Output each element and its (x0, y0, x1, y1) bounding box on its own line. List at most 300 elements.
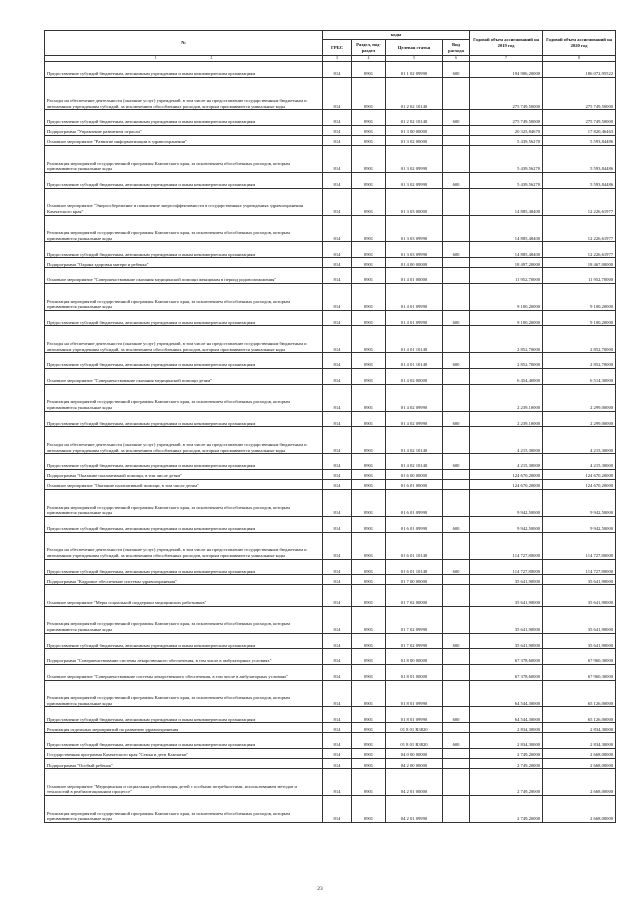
row-amount-2019: 20 325,84670 (470, 125, 543, 135)
row-amount-2020: 6 514,30000 (543, 369, 616, 385)
header-target-article: Целевая статья (386, 40, 443, 56)
row-razdel: 0901 (352, 479, 386, 489)
row-target-article: 01 3 00 00000 (386, 125, 443, 135)
row-razdel: 0901 (352, 242, 386, 258)
row-target-article: 01 6 01 09990 (386, 516, 443, 532)
row-grbs: 814 (323, 188, 352, 215)
row-description: Предоставление субсидий бюджетным, автономным учреждениям и иным некоммерческим организациям (45, 242, 323, 258)
row-grbs: 814 (323, 769, 352, 796)
row-target-article: 01 4 00 00000 (386, 258, 443, 268)
table-row (45, 411, 616, 427)
row-description: Предоставление субсидий бюджетным, автономным учреждениям и иным некоммерческим организациям (45, 707, 323, 723)
row-amount-2019: 67 378,60000 (470, 649, 543, 665)
row-grbs: 814 (323, 606, 352, 633)
row-amount-2020: 35 641,90000 (543, 585, 616, 606)
table-row (45, 748, 616, 758)
row-grbs: 814 (323, 733, 352, 749)
row-grbs: 814 (323, 125, 352, 135)
row-expense-type (443, 479, 470, 489)
row-expense-type (443, 77, 470, 110)
row-expense-type: 600 (443, 172, 470, 188)
row-expense-type (443, 268, 470, 284)
table-row (45, 146, 616, 173)
row-grbs: 814 (323, 633, 352, 649)
row-grbs: 814 (323, 135, 352, 145)
row-amount-2019: 11 952,70000 (470, 268, 543, 284)
row-description: Предоставление субсидий бюджетным, автономным учреждениям и иным некоммерческим организациям (45, 559, 323, 575)
row-razdel: 0901 (352, 110, 386, 126)
row-target-article: 01 7 00 00000 (386, 575, 443, 585)
row-amount-2019: 2 239,10000 (470, 384, 543, 411)
row-amount-2020: 114 727,80000 (543, 559, 616, 575)
row-amount-2020: 18 467,00000 (543, 258, 616, 268)
row-target-article: 01 6 01 10140 (386, 532, 443, 559)
row-description: Реализация отдельных мероприятий по развитию здравоохранения (45, 723, 323, 733)
row-expense-type (443, 664, 470, 680)
header-number: № (45, 31, 323, 56)
row-description: Предоставление субсидий бюджетным, автономным учреждениям и иным некоммерческим организациям (45, 733, 323, 749)
table-row (45, 707, 616, 723)
table-row (45, 559, 616, 575)
row-amount-2019: 4 215,30000 (470, 454, 543, 470)
row-razdel: 0901 (352, 707, 386, 723)
row-amount-2020: 35 641,90000 (543, 606, 616, 633)
row-amount-2020: 275 749,50000 (543, 110, 616, 126)
table-row (45, 135, 616, 145)
row-amount-2019: 6 454,40000 (470, 369, 543, 385)
row-grbs: 814 (323, 242, 352, 258)
row-target-article: 01 8 01 R3820 (386, 723, 443, 733)
row-description: Предоставление субсидий бюджетным, автономным учреждениям и иным некоммерческим организациям (45, 516, 323, 532)
row-description: Основное мероприятие "Совершенствование оказания медицинской помощи детям" (45, 369, 323, 385)
row-amount-2019: 35 641,90000 (470, 633, 543, 649)
row-amount-2019: 124 670,20000 (470, 479, 543, 489)
row-amount-2020: 4 215,30000 (543, 454, 616, 470)
row-grbs: 814 (323, 454, 352, 470)
row-amount-2019: 14 885,48400 (470, 188, 543, 215)
row-amount-2019: 9 100,20000 (470, 310, 543, 326)
table-row (45, 125, 616, 135)
header-year-2019: Годовой объем ассигнований на 2019 год (470, 31, 543, 56)
row-grbs: 814 (323, 215, 352, 242)
table-row (45, 283, 616, 310)
row-razdel: 0901 (352, 411, 386, 427)
row-amount-2020: 35 641,90000 (543, 633, 616, 649)
table-row (45, 796, 616, 823)
row-description: Основное мероприятие "Совершенствование системы лекарственного обеспечения, в том числе в амбулаторных условиях" (45, 664, 323, 680)
row-target-article: 01 8 01 00000 (386, 664, 443, 680)
row-expense-type: 600 (443, 310, 470, 326)
row-amount-2020: 2 668,00000 (543, 748, 616, 758)
row-grbs: 814 (323, 516, 352, 532)
table-row (45, 77, 616, 110)
row-expense-type (443, 146, 470, 173)
row-amount-2019: 2 834,30000 (470, 723, 543, 733)
table-row (45, 110, 616, 126)
row-description: Основное мероприятие "Совершенствование оказания медицинской помощи женщинам в период родовспоможения" (45, 268, 323, 284)
row-expense-type: 600 (443, 353, 470, 369)
row-target-article: 04 2 00 00000 (386, 759, 443, 769)
table-row (45, 258, 616, 268)
row-razdel: 0901 (352, 633, 386, 649)
row-description: Основное мероприятие "Развитие информатизации в здравоохранении" (45, 135, 323, 145)
row-target-article: 04 2 01 00000 (386, 769, 443, 796)
row-razdel: 0901 (352, 585, 386, 606)
row-razdel: 0901 (352, 172, 386, 188)
table-row (45, 384, 616, 411)
table-row (45, 516, 616, 532)
row-razdel: 0901 (352, 664, 386, 680)
row-amount-2020: 65 126,00000 (543, 680, 616, 707)
row-amount-2019: 18 497,20000 (470, 258, 543, 268)
row-amount-2020: 12 226,61977 (543, 188, 616, 215)
row-expense-type (443, 469, 470, 479)
row-grbs: 814 (323, 110, 352, 126)
row-grbs: 814 (323, 469, 352, 479)
row-amount-2020: 65 126,00000 (543, 707, 616, 723)
row-description: Реализация мероприятий государственной программы Камчатского края, за исключением обособленных расходов, которым присваиваются уникальные коды (45, 215, 323, 242)
row-description: Предоставление субсидий бюджетным, автономным учреждениям и иным некоммерческим организациям (45, 310, 323, 326)
table-row (45, 723, 616, 733)
row-expense-type (443, 490, 470, 517)
row-razdel: 0901 (352, 454, 386, 470)
row-amount-2020: 2 834,30000 (543, 733, 616, 749)
row-expense-type (443, 723, 470, 733)
row-target-article: 01 4 02 09990 (386, 384, 443, 411)
row-razdel: 0901 (352, 326, 386, 353)
table-row (45, 490, 616, 517)
row-expense-type: 600 (443, 633, 470, 649)
row-amount-2020: 12 226,61977 (543, 215, 616, 242)
row-expense-type (443, 680, 470, 707)
row-expense-type: 600 (443, 559, 470, 575)
row-target-article: 01 4 02 00000 (386, 369, 443, 385)
row-description: Основное мероприятие "Энергосбережение и повышение энергоэффективности в государственных учреждениях здравоохранения Камчатского края" (45, 188, 323, 215)
row-target-article: 04 2 01 09990 (386, 796, 443, 823)
row-grbs: 814 (323, 146, 352, 173)
row-description: Подпрограмма "Оказание паллиативной помощи, в том числе детям" (45, 469, 323, 479)
row-target-article: 01 7 02 09990 (386, 633, 443, 649)
row-target-article: 01 8 01 R3820 (386, 733, 443, 749)
row-razdel: 0901 (352, 469, 386, 479)
row-amount-2020: 275 749,50000 (543, 77, 616, 110)
table-row (45, 215, 616, 242)
table-row (45, 172, 616, 188)
row-grbs: 814 (323, 575, 352, 585)
row-amount-2019: 9 942,50000 (470, 516, 543, 532)
row-razdel: 0901 (352, 769, 386, 796)
row-razdel: 0901 (352, 353, 386, 369)
row-description: Реализация мероприятий государственной программы Камчатского края, за исключением обособленных расходов, которым присваиваются уникальные коды (45, 606, 323, 633)
row-amount-2020: 114 727,80000 (543, 532, 616, 559)
row-expense-type (443, 649, 470, 665)
row-razdel: 0901 (352, 369, 386, 385)
row-razdel: 0901 (352, 268, 386, 284)
row-description: Расходы на обеспечение деятельности (оказание услуг) учреждений, в том числе на предоставление государственным бюджетным и автономным учреждениям субсидий, за исключением обособленных расходов, которым присваиваются уникальные коды (45, 326, 323, 353)
row-amount-2020: 186 072,95522 (543, 62, 616, 78)
row-razdel: 0901 (352, 125, 386, 135)
row-description: Реализация мероприятий государственной программы Камчатского края, за исключением обособленных расходов, которым присваиваются уникальные коды (45, 796, 323, 823)
row-target-article: 01 6 01 09990 (386, 490, 443, 517)
table-row (45, 310, 616, 326)
row-expense-type (443, 532, 470, 559)
row-amount-2020: 124 670,20000 (543, 469, 616, 479)
row-amount-2020: 35 641,90000 (543, 575, 616, 585)
row-expense-type (443, 369, 470, 385)
row-description: Расходы на обеспечение деятельности (оказание услуг) учреждений, в том числе на предоставление государственным бюджетным и автономным учреждениям субсидий, за исключением обособленных расходов, которым присваиваются уникальные коды (45, 532, 323, 559)
column-number: 4 (352, 56, 386, 62)
row-amount-2019: 67 378,60000 (470, 664, 543, 680)
row-expense-type (443, 585, 470, 606)
row-target-article: 04 0 00 00000 (386, 748, 443, 758)
row-razdel: 0901 (352, 146, 386, 173)
row-amount-2019: 35 641,90000 (470, 575, 543, 585)
row-expense-type: 600 (443, 707, 470, 723)
header-codes: коды (323, 31, 470, 40)
table-row (45, 633, 616, 649)
row-expense-type (443, 427, 470, 454)
row-amount-2019: 5 439,56270 (470, 172, 543, 188)
column-number: 7 (470, 56, 543, 62)
row-amount-2020: 67 960,30000 (543, 649, 616, 665)
row-expense-type: 600 (443, 110, 470, 126)
header-expense-type: Вид расхода (443, 40, 470, 56)
row-description: Предоставление субсидий бюджетным, автономным учреждениям и иным некоммерческим организациям (45, 62, 323, 78)
row-amount-2020: 9 100,20000 (543, 283, 616, 310)
row-amount-2020: 5 593,84486 (543, 172, 616, 188)
row-razdel: 0901 (352, 796, 386, 823)
table-row (45, 479, 616, 489)
row-razdel: 0901 (352, 748, 386, 758)
table-row (45, 649, 616, 665)
row-amount-2020: 9 100,20000 (543, 310, 616, 326)
row-expense-type: 600 (443, 454, 470, 470)
table-row (45, 759, 616, 769)
table-row (45, 268, 616, 284)
table-row (45, 242, 616, 258)
row-amount-2019: 2 749,20000 (470, 759, 543, 769)
row-grbs: 814 (323, 759, 352, 769)
row-grbs: 814 (323, 77, 352, 110)
row-target-article: 01 3 02 09990 (386, 146, 443, 173)
row-amount-2020: 2 852,70000 (543, 326, 616, 353)
row-amount-2020: 9 942,50000 (543, 490, 616, 517)
header-year-2020: Годовой объем ассигнований на 2020 год (543, 31, 616, 56)
row-grbs: 814 (323, 411, 352, 427)
table-row (45, 469, 616, 479)
row-amount-2019: 35 641,90000 (470, 606, 543, 633)
row-expense-type (443, 748, 470, 758)
row-grbs: 814 (323, 353, 352, 369)
table-row (45, 680, 616, 707)
row-description: Подпрограмма "Особый ребенок" (45, 759, 323, 769)
row-description: Предоставление субсидий бюджетным, автономным учреждениям и иным некоммерческим организациям (45, 454, 323, 470)
row-description: Подпрограмма "Охрана здоровья матери и ребенка" (45, 258, 323, 268)
row-amount-2019: 35 641,90000 (470, 585, 543, 606)
row-amount-2020: 11 952,70000 (543, 268, 616, 284)
row-expense-type (443, 135, 470, 145)
row-amount-2020: 2 668,00000 (543, 769, 616, 796)
row-amount-2019: 5 439,56270 (470, 135, 543, 145)
row-description: Реализация мероприятий государственной программы Камчатского края, за исключением обособленных расходов, которым присваиваются уникальные коды (45, 283, 323, 310)
table-row (45, 575, 616, 585)
row-description: Предоставление субсидий бюджетным, автономным учреждениям и иным некоммерческим организациям (45, 633, 323, 649)
row-amount-2019: 194 906,20000 (470, 62, 543, 78)
row-amount-2020: 5 593,84486 (543, 135, 616, 145)
row-grbs: 814 (323, 326, 352, 353)
row-grbs: 814 (323, 585, 352, 606)
row-amount-2019: 2 852,70000 (470, 326, 543, 353)
row-target-article: 01 3 02 09990 (386, 172, 443, 188)
row-expense-type: 600 (443, 733, 470, 749)
row-grbs: 814 (323, 796, 352, 823)
row-amount-2019: 64 544,30000 (470, 707, 543, 723)
row-expense-type (443, 188, 470, 215)
row-target-article: 01 4 01 00000 (386, 268, 443, 284)
row-amount-2020: 2 834,30000 (543, 723, 616, 733)
header-grbs: ГРБС (323, 40, 352, 56)
budget-table (44, 30, 616, 823)
row-target-article: 01 2 02 10140 (386, 110, 443, 126)
row-razdel: 0901 (352, 649, 386, 665)
row-target-article: 01 1 02 09990 (386, 62, 443, 78)
row-grbs: 814 (323, 559, 352, 575)
row-description: Расходы на обеспечение деятельности (оказание услуг) учреждений, в том числе на предоставление государственным бюджетным и автономным учреждениям субсидий, за исключением обособленных расходов, которым присваиваются уникальные коды (45, 427, 323, 454)
row-expense-type (443, 125, 470, 135)
row-description: Основное мероприятие "Меры социальной поддержки медицинских работников" (45, 585, 323, 606)
row-grbs: 814 (323, 310, 352, 326)
row-target-article: 01 4 01 09990 (386, 283, 443, 310)
row-description: Реализация мероприятий государственной программы Камчатского края, за исключением обособленных расходов, которым присваиваются уникальные коды (45, 490, 323, 517)
row-description: Предоставление субсидий бюджетным, автономным учреждениям и иным некоммерческим организациям (45, 411, 323, 427)
table-row (45, 62, 616, 78)
row-razdel: 0901 (352, 723, 386, 733)
row-target-article: 01 3 03 09990 (386, 242, 443, 258)
row-razdel: 0901 (352, 310, 386, 326)
row-target-article: 01 4 01 10140 (386, 353, 443, 369)
row-amount-2019: 5 439,56270 (470, 146, 543, 173)
row-amount-2019: 4 215,30000 (470, 427, 543, 454)
table-row (45, 427, 616, 454)
row-razdel: 0901 (352, 62, 386, 78)
row-target-article: 01 4 01 09990 (386, 310, 443, 326)
row-amount-2020: 9 942,50000 (543, 516, 616, 532)
row-grbs: 814 (323, 707, 352, 723)
row-description: Реализация мероприятий государственной программы Камчатского края, за исключением обособленных расходов, которым присваиваются уникальные коды (45, 680, 323, 707)
row-target-article: 01 3 02 00000 (386, 135, 443, 145)
row-amount-2019: 9 942,50000 (470, 490, 543, 517)
row-amount-2020: 12 226,61977 (543, 242, 616, 258)
row-target-article: 01 4 02 10140 (386, 427, 443, 454)
column-number: 8 (543, 56, 616, 62)
row-razdel: 0901 (352, 532, 386, 559)
row-target-article: 01 7 02 09990 (386, 606, 443, 633)
row-target-article: 01 6 01 10140 (386, 559, 443, 575)
row-description: Государственная программа Камчатского края "Семья и дети Камчатки" (45, 748, 323, 758)
row-target-article: 01 3 03 09990 (386, 215, 443, 242)
row-grbs: 814 (323, 268, 352, 284)
row-amount-2019: 275 749,50000 (470, 77, 543, 110)
row-razdel: 0901 (352, 559, 386, 575)
row-description: Предоставление субсидий бюджетным, автономным учреждениям и иным некоммерческим организациям (45, 110, 323, 126)
row-razdel: 0901 (352, 258, 386, 268)
row-amount-2019: 124 670,20000 (470, 469, 543, 479)
row-description: Подпрограмма "Управление развитием отрасли" (45, 125, 323, 135)
row-description: Основное мероприятие "Оказание паллиативной помощи, в том числе детям" (45, 479, 323, 489)
row-amount-2019: 2 749,20000 (470, 748, 543, 758)
table-row (45, 353, 616, 369)
budget-table-sheet (44, 30, 615, 823)
row-expense-type (443, 606, 470, 633)
row-grbs: 814 (323, 258, 352, 268)
table-row (45, 769, 616, 796)
row-description: Расходы на обеспечение деятельности (оказание услуг) учреждений, в том числе на предоставление государственным бюджетным и автономным учреждениям субсидий, за исключением обособленных расходов, которым присваиваются уникальные коды (45, 77, 323, 110)
row-amount-2019: 2 239,10000 (470, 411, 543, 427)
table-row (45, 454, 616, 470)
row-amount-2020: 2 852,70000 (543, 353, 616, 369)
row-amount-2020: 124 670,20000 (543, 479, 616, 489)
row-grbs: 814 (323, 664, 352, 680)
row-razdel: 0901 (352, 575, 386, 585)
page-number: 23 (317, 886, 323, 892)
row-amount-2020: 2 668,00000 (543, 759, 616, 769)
row-expense-type (443, 769, 470, 796)
row-amount-2020: 67 960,30000 (543, 664, 616, 680)
row-razdel: 0901 (352, 283, 386, 310)
row-amount-2019: 14 885,48400 (470, 242, 543, 258)
row-description: Реализация мероприятий государственной программы Камчатского края, за исключением обособленных расходов, которым присваиваются уникальные коды (45, 146, 323, 173)
row-razdel: 0901 (352, 384, 386, 411)
row-amount-2020: 4 215,30000 (543, 427, 616, 454)
row-grbs: 814 (323, 479, 352, 489)
row-expense-type (443, 258, 470, 268)
row-amount-2020: 17 820,46463 (543, 125, 616, 135)
table-body (45, 56, 616, 823)
row-expense-type (443, 759, 470, 769)
row-grbs: 814 (323, 384, 352, 411)
row-target-article: 01 4 02 09990 (386, 411, 443, 427)
row-razdel: 0901 (352, 77, 386, 110)
row-expense-type (443, 384, 470, 411)
row-target-article: 01 3 03 00000 (386, 188, 443, 215)
column-number: 1 2 (45, 56, 323, 62)
row-description: Подпрограмма "Совершенствование системы лекарственного обеспечения, в том числе в амбулаторных условиях" (45, 649, 323, 665)
row-amount-2020: 2 299,00000 (543, 384, 616, 411)
row-grbs: 814 (323, 172, 352, 188)
row-amount-2019: 9 100,20000 (470, 283, 543, 310)
row-grbs: 814 (323, 723, 352, 733)
column-number: 6 (443, 56, 470, 62)
row-razdel: 0901 (352, 516, 386, 532)
row-target-article: 01 4 02 10140 (386, 454, 443, 470)
row-target-article: 01 8 01 09990 (386, 707, 443, 723)
row-razdel: 0901 (352, 188, 386, 215)
row-amount-2019: 2 852,70000 (470, 353, 543, 369)
table-row (45, 532, 616, 559)
row-grbs: 814 (323, 490, 352, 517)
row-amount-2019: 114 727,80000 (470, 532, 543, 559)
row-target-article: 01 7 02 00000 (386, 585, 443, 606)
row-razdel: 0901 (352, 135, 386, 145)
row-razdel: 0901 (352, 680, 386, 707)
row-grbs: 814 (323, 680, 352, 707)
row-amount-2019: 14 885,48400 (470, 215, 543, 242)
row-target-article: 01 6 01 00000 (386, 479, 443, 489)
row-razdel: 0901 (352, 606, 386, 633)
row-amount-2020: 5 593,84486 (543, 146, 616, 173)
row-target-article: 01 2 02 10140 (386, 77, 443, 110)
table-row (45, 188, 616, 215)
